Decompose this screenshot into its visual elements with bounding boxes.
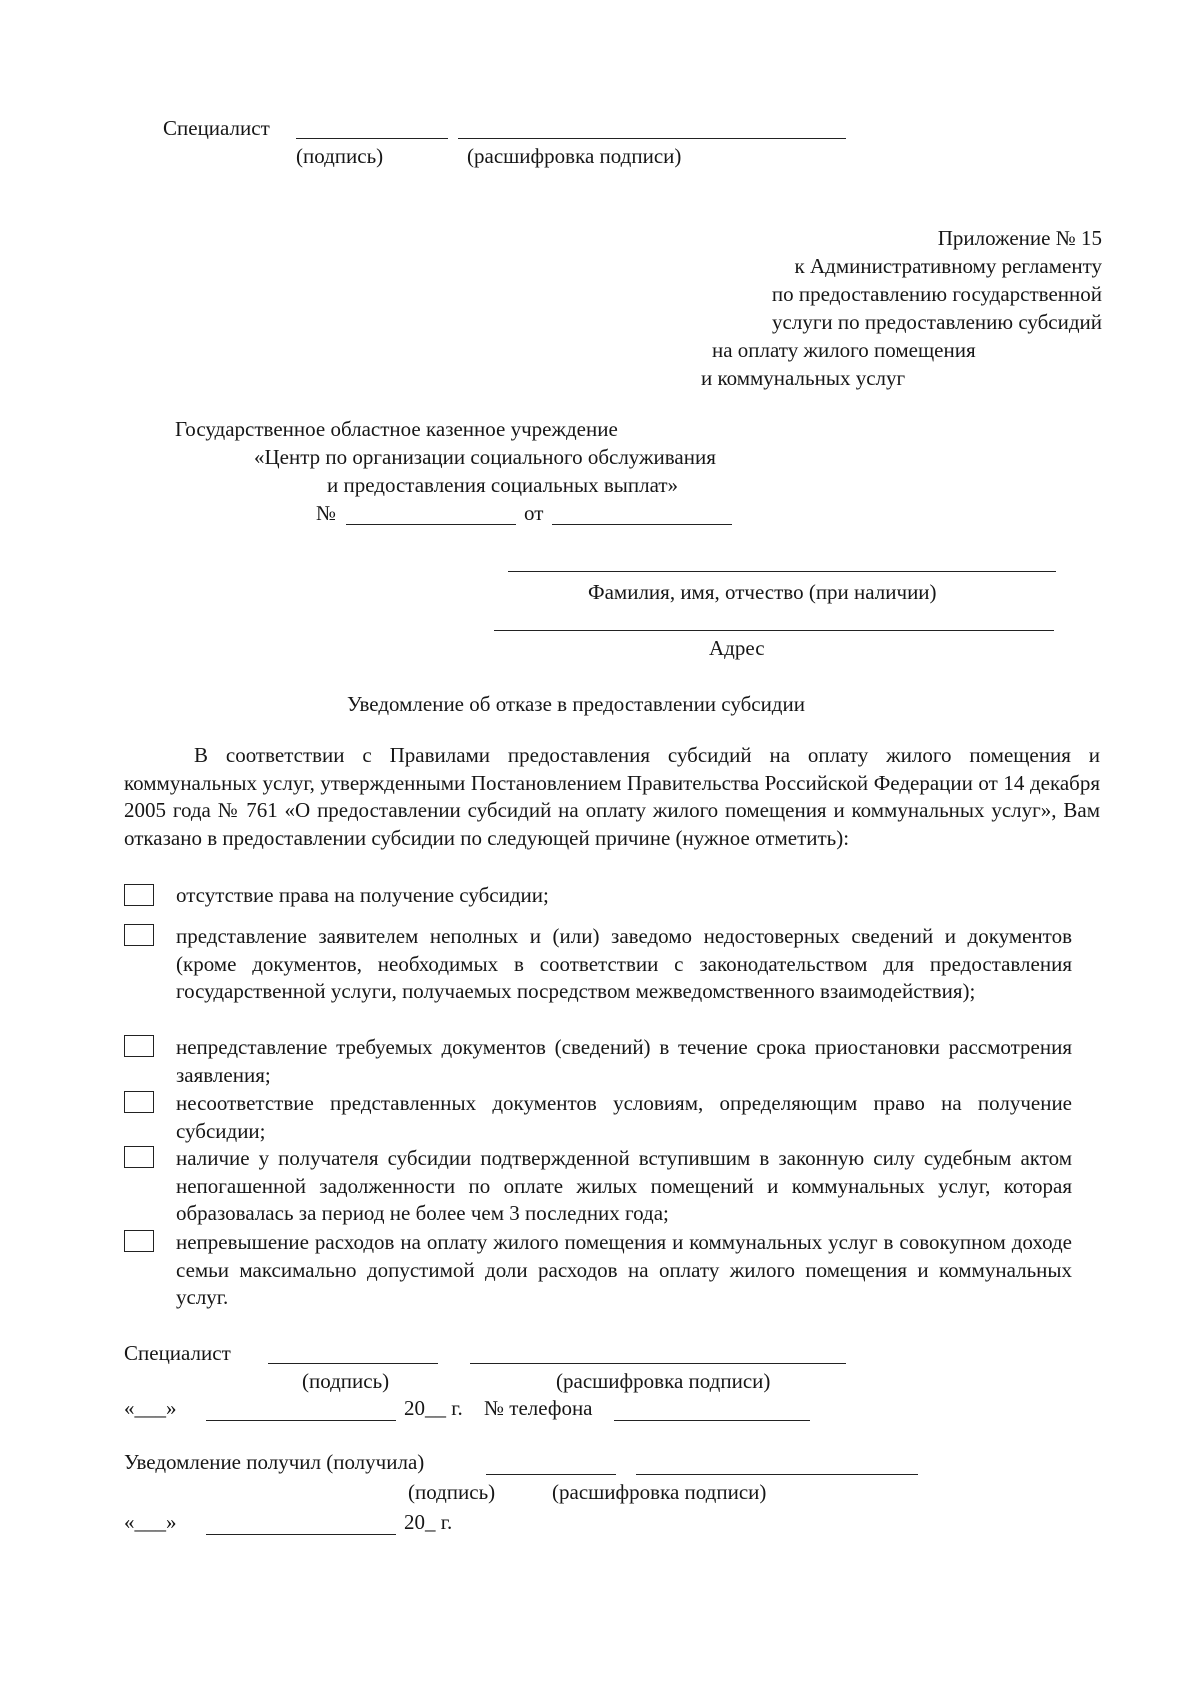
top-signature-decode-line[interactable] xyxy=(458,138,846,139)
appendix-line-6: и коммунальных услуг xyxy=(701,366,906,390)
appendix-line-3: по предоставлению государственной xyxy=(771,282,1102,306)
recipient-name-caption: Фамилия, имя, отчество (при наличии) xyxy=(588,580,937,604)
received-date-month-line[interactable] xyxy=(206,1534,396,1535)
reason-checkbox-2[interactable] xyxy=(124,924,154,946)
number-field-line[interactable] xyxy=(346,524,516,525)
institution-line-1: Государственное областное казенное учреждение xyxy=(175,417,618,441)
bottom-specialist-label: Специалист xyxy=(124,1341,231,1365)
bottom-date-year: 20__ г. xyxy=(404,1396,463,1420)
reason-text-1: отсутствие права на получение субсидии; xyxy=(176,883,549,907)
received-sign-caption: (подпись) xyxy=(408,1480,496,1504)
reason-checkbox-4[interactable] xyxy=(124,1091,154,1113)
reason-checkbox-1[interactable] xyxy=(124,884,154,906)
received-signature-line[interactable] xyxy=(486,1474,616,1475)
bottom-sign-caption: (подпись) xyxy=(302,1369,390,1393)
date-field-line[interactable] xyxy=(552,524,732,525)
reason-text-2: представление заявителем неполных и (или) заведомо недостоверных сведений и документов (кроме документов, необходимых в соответствии с законодательством для предоставления государственной услуги, получаемых посредством межведомственного взаимодействия); xyxy=(176,924,1072,1003)
appendix-line-4: услуги по предоставлению субсидий xyxy=(772,310,1102,334)
recipient-address-line[interactable] xyxy=(494,630,1054,631)
top-signature-line[interactable] xyxy=(296,138,448,139)
intro-paragraph: В соответствии с Правилами предоставления субсидий на оплату жилого помещения и коммунальных услуг, утвержденными Постановлением Правительства Российской Федерации от 14 декабря 2005 года № 761 «О предоставлении субсидий на оплату жилого помещения и коммунальных услуг», Вам отказано в предоставлении субсидии по следующей причине (нужное отметить): xyxy=(124,743,1100,850)
bottom-signature-decode-line[interactable] xyxy=(470,1363,846,1364)
bottom-decode-caption: (расшифровка подписи) xyxy=(556,1369,771,1393)
number-label: № xyxy=(316,501,337,525)
received-decode-caption: (расшифровка подписи) xyxy=(552,1480,767,1504)
bottom-date-month-line[interactable] xyxy=(206,1420,396,1421)
received-label: Уведомление получил (получила) xyxy=(124,1450,425,1474)
top-specialist-label: Специалист xyxy=(163,116,270,140)
received-date-year: 20_ г. xyxy=(404,1510,453,1534)
reason-text-4: несоответствие представленных документов условиям, определяющим право на получение субсидии; xyxy=(176,1091,1072,1143)
top-decode-caption: (расшифровка подписи) xyxy=(467,144,682,168)
top-sign-caption: (подпись) xyxy=(296,144,384,168)
phone-field-line[interactable] xyxy=(614,1420,810,1421)
institution-line-2: «Центр по организации социального обслуживания xyxy=(254,445,716,469)
reason-text-5: наличие у получателя субсидии подтвержденной вступившим в законную силу судебным актом непогашенной задолженности по оплате жилых помещений и коммунальных услуг, которая образовалась за период не более чем 3 последних года; xyxy=(176,1146,1072,1225)
reason-checkbox-5[interactable] xyxy=(124,1146,154,1168)
reason-text-6: непревышение расходов на оплату жилого помещения и коммунальных услуг в совокупном доходе семьи максимально допустимой доли расходов на оплату жилого помещения и коммунальных услуг. xyxy=(176,1230,1072,1309)
notice-title: Уведомление об отказе в предоставлении субсидии xyxy=(347,692,805,716)
phone-label: № телефона xyxy=(484,1396,593,1420)
received-date-day[interactable]: «___» xyxy=(124,1510,177,1534)
appendix-line-5: на оплату жилого помещения xyxy=(712,338,976,362)
reason-checkbox-6[interactable] xyxy=(124,1230,154,1252)
recipient-address-caption: Адрес xyxy=(709,636,765,660)
reason-text-3: непредставление требуемых документов (сведений) в течение срока приостановки рассмотрения заявления; xyxy=(176,1035,1072,1087)
bottom-date-day[interactable]: «___» xyxy=(124,1396,177,1420)
received-decode-line[interactable] xyxy=(636,1474,918,1475)
institution-line-3: и предоставления социальных выплат» xyxy=(327,473,679,497)
from-label: от xyxy=(524,501,544,525)
reason-checkbox-3[interactable] xyxy=(124,1035,154,1057)
recipient-name-line[interactable] xyxy=(508,571,1056,572)
bottom-signature-line[interactable] xyxy=(268,1363,438,1364)
appendix-line-2: к Административному регламенту xyxy=(794,254,1102,278)
appendix-line-1: Приложение № 15 xyxy=(937,226,1102,250)
